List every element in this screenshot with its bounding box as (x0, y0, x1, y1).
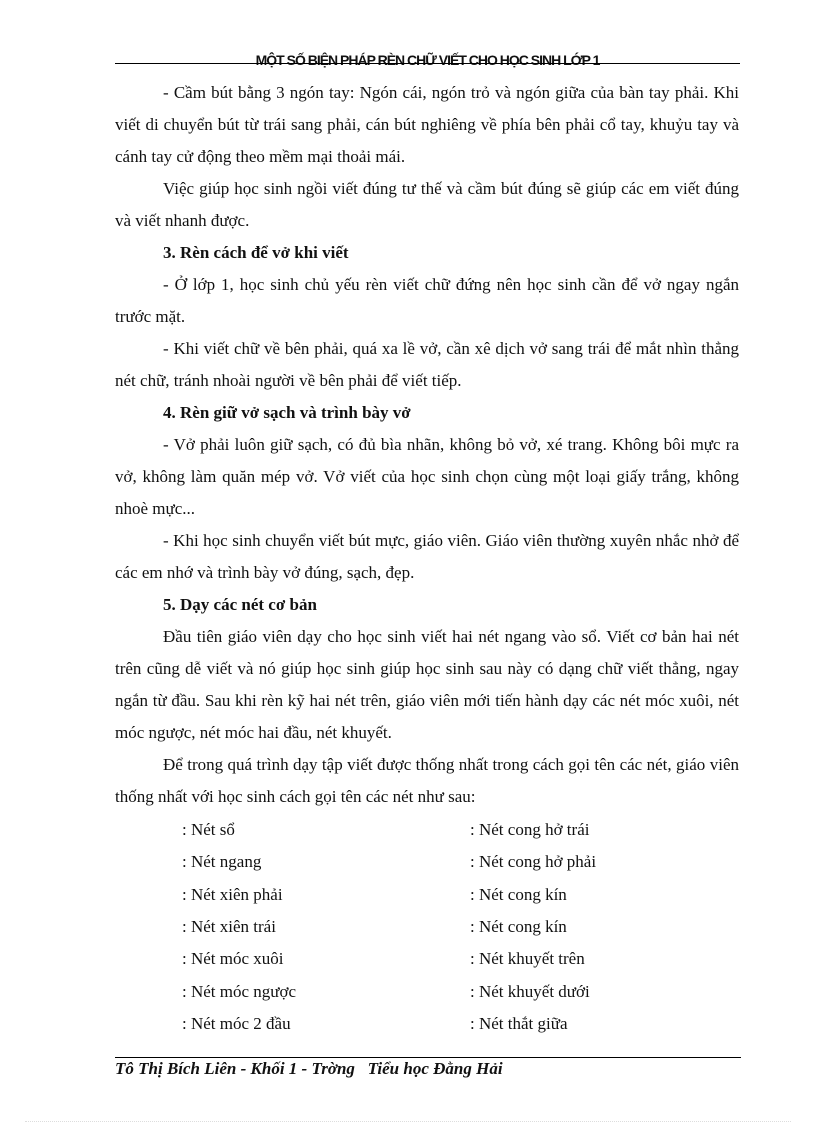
section-heading: 4. Rèn giữ vở sạch và trình bày vở (163, 403, 411, 422)
section-heading: 3. Rèn cách để vở khi viết (163, 243, 349, 262)
paragraph: Đầu tiên giáo viên dạy cho học sinh viết hai nét ngang vào sổ. Viết cơ bản hai nét trên cũng dễ viết và nó giúp học sinh giúp học sinh sau này có dạng chữ viết thẳng, ngay ngắn từ đầu. Sau khi rèn kỹ hai nét trên, giáo viên mới tiến hành dạy các nét móc xuôi, nét móc ngược, nét móc hai đầu, nét khuyết. (115, 627, 739, 742)
term-right: : Nét cong hở trái (470, 820, 590, 840)
list-item (115, 911, 739, 943)
term-right: : Nét cong hở phải (470, 852, 597, 872)
term-right: : Nét cong kín (470, 917, 567, 937)
term-right: : Nét khuyết dưới (470, 981, 590, 1001)
list-item (115, 943, 739, 975)
paragraph: - Vở phải luôn giữ sạch, có đủ bìa nhãn, không bỏ vở, xé trang. Không bôi mực ra vở, không làm quăn mép vở. Vở viết của học sinh chọn cùng một loại giấy trắng, không nhoè mực... (115, 435, 739, 518)
document-body (115, 77, 739, 1040)
list-item (115, 1008, 739, 1040)
term-left: : Nét ngang (182, 852, 262, 872)
list-item (115, 846, 739, 878)
term-right: : Nét khuyết trên (470, 949, 585, 969)
term-left: : Nét xiên trái (182, 917, 276, 937)
paragraph: - Khi học sinh chuyển viết bút mực, giáo viên. Giáo viên thường xuyên nhắc nhở để các em nhớ và trình bày vở đúng, sạch, đẹp. (115, 531, 739, 582)
paragraph: - Khi viết chữ về bên phải, quá xa lề vở, cần xê dịch vở sang trái để mắt nhìn thẳng nét chữ, tránh nhoài người về bên phải để viết tiếp. (115, 339, 739, 390)
list-item (115, 814, 739, 846)
term-left: : Nét móc ngược (182, 981, 297, 1001)
section-heading: 5. Dạy các nét cơ bản (163, 595, 317, 614)
page-header-title: MỘT SỐ BIỆN PHÁP RÈN CHỮ VIẾT CHO HỌC SINH LỚP 1 (255, 52, 600, 68)
term-left: : Nét sổ (182, 820, 235, 840)
page-footer: Tô Thị Bích Liên - Khối 1 - Trờng Tiểu học Đằng Hải (115, 1059, 503, 1078)
list-item (115, 879, 739, 911)
term-left: : Nét móc 2 đầu (182, 1013, 291, 1033)
list-item (115, 975, 739, 1007)
page-bottom-border (25, 1121, 791, 1122)
paragraph: Việc giúp học sinh ngồi viết đúng tư thế và cầm bút đúng sẽ giúp các em viết đúng và viết nhanh được. (115, 179, 739, 230)
paragraph: - Ở lớp 1, học sinh chủ yếu rèn viết chữ đứng nên học sinh cần để vở ngay ngắn trước mặt. (115, 275, 739, 326)
paragraph: - Cầm bút bằng 3 ngón tay: Ngón cái, ngón trỏ và ngón giữa của bàn tay phải. Khi viết di chuyển bút từ trái sang phải, cán bút nghiêng về phía bên phải cổ tay, khuỷu tay và cánh tay cử động theo mềm mại thoải mái. (115, 83, 739, 166)
header-rule (115, 63, 740, 64)
term-right: : Nét cong kín (470, 884, 567, 904)
term-left: : Nét móc xuôi (182, 949, 284, 969)
paragraph: Để trong quá trình dạy tập viết được thống nhất trong cách gọi tên các nét, giáo viên thống nhất với học sinh cách gọi tên các nét như sau: (115, 755, 739, 806)
stroke-names-list (115, 814, 739, 1040)
term-left: : Nét xiên phải (182, 884, 283, 904)
term-right: : Nét thắt giữa (470, 1013, 568, 1033)
